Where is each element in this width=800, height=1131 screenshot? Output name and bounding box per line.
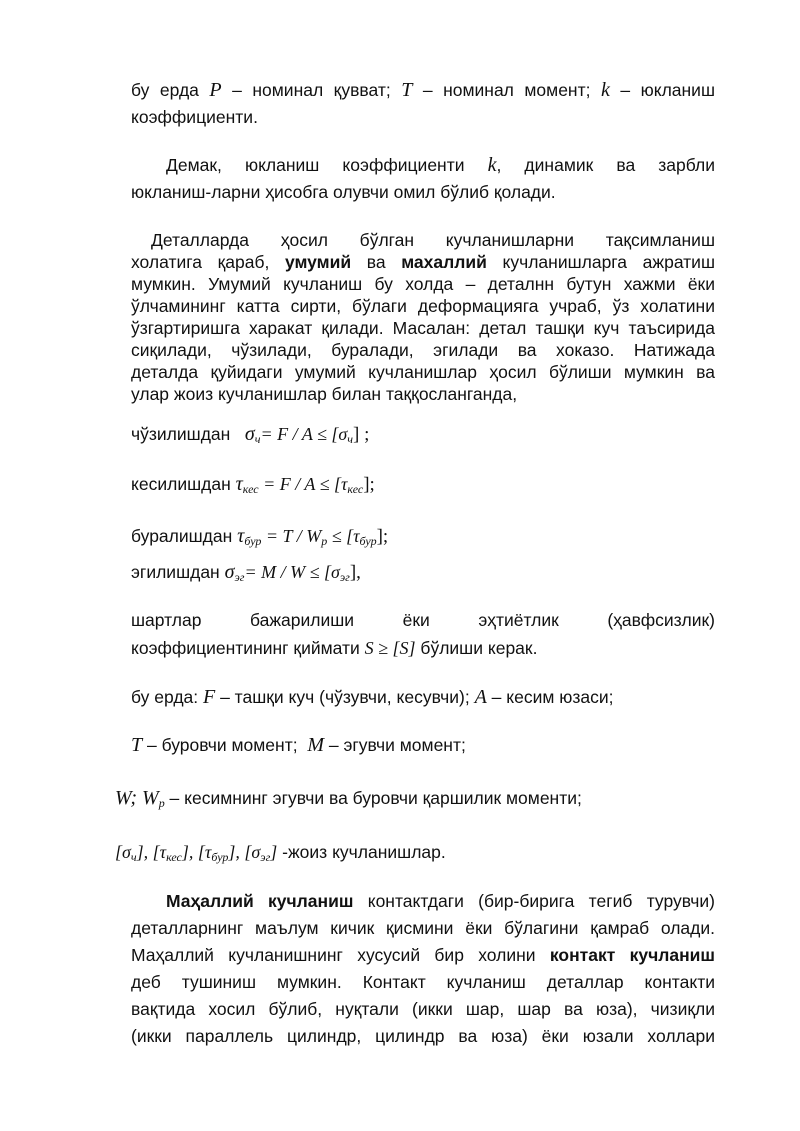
text-line: W; $W_p$ – кесимнинг эгувчи ва буровчи қаршилик моменти; xyxy=(115,787,582,810)
text-line: сиқилади, чўзилади, буралади, эгилади ва хоказо. Натижада xyxy=(131,340,715,360)
text-line: Маҳаллий кучланишнинг хусусий бир холини контакт кучланиш xyxy=(131,945,715,965)
text-line: юкланиш-ларни ҳисобга олувчи омил бўлиб қолади. xyxy=(131,182,556,202)
text-line: бу ерда P – номинал қувват; T – номинал момент; k – юкланиш xyxy=(131,79,715,101)
text-line: ўлчамининг катта сирти, бўлаги деформацияга учраб, ўз холатини xyxy=(131,296,715,316)
text-line: T – буровчи момент; M – эгувчи момент; xyxy=(131,734,466,756)
text-line: (икки параллель цилиндр, цилиндр ва юза) ёки юзали холлари xyxy=(131,1026,715,1046)
text-line: Маҳаллий кучланиш контактдаги (бир-бирига тегиб турувчи) xyxy=(166,891,715,911)
text-line: коэффициентининг қиймати S ≥ [S] бўлиши керак. xyxy=(131,638,538,658)
text-line: деталда қуйидаги умумий кучланишлар ҳосил бўлиши мумкин ва xyxy=(131,362,715,382)
text-line: $[\sigma_ч]$, $[\tau_{кес}]$, $[\tau_{бур}]$, $[\sigma_{эг}]$ -жоиз кучланишлар. xyxy=(115,842,446,864)
text-line: деб тушиниш мумкин. Контакт кучланиш деталлар контакти xyxy=(131,972,715,992)
formula-bending: эгилишдан $\sigma_{эг}= M / W \le [\sigma_{эг}]$, xyxy=(131,561,361,584)
text-line: шартлар бажарилиши ёки эҳтиётлик (ҳавфсизлик) xyxy=(131,610,715,630)
text-line: бу ерда: F – ташқи куч (чўзувчи, кесувчи); A – кесим юзаси; xyxy=(131,686,614,708)
text-line: вақтида хосил бўлиб, нуқтали (икки шар, шар ва юза), чизиқли xyxy=(131,999,715,1019)
text-line: улар жоиз кучланишлар билан таққосланганда, xyxy=(131,384,518,404)
text-line: холатига қараб, умумий ва махаллий кучланишларга ажратиш xyxy=(131,252,715,272)
text-line: Деталларда ҳосил бўлган кучланишларни тақсимланиш xyxy=(151,230,715,250)
text-line: мумкин. Умумий кучланиш бу холда – деталнн бутун хажми ёки xyxy=(131,274,715,294)
text-line: деталларнинг маълум кичик қисмини ёки бўлагини қамраб олади. xyxy=(131,918,715,938)
formula-torsion: буралишдан $\tau_{бур} = T / W_p \le [\tau_{бур}]$; xyxy=(131,525,389,548)
text-line: коэффициенти. xyxy=(131,107,258,127)
text-line: Демак, юкланиш коэффициенти k, динамик ва зарбли xyxy=(166,154,715,176)
formula-shear: кесилишдан $\tau_{кес} = F / A \le [\tau_{кес}]$; xyxy=(131,473,375,496)
formula-tension: чўзилишдан $\sigma_ч= F / A \le [\sigma_ч]$ ; xyxy=(131,423,370,446)
text-line: ўзгартиришга харакат қилади. Масалан: детал ташқи куч таъсирида xyxy=(131,318,715,338)
